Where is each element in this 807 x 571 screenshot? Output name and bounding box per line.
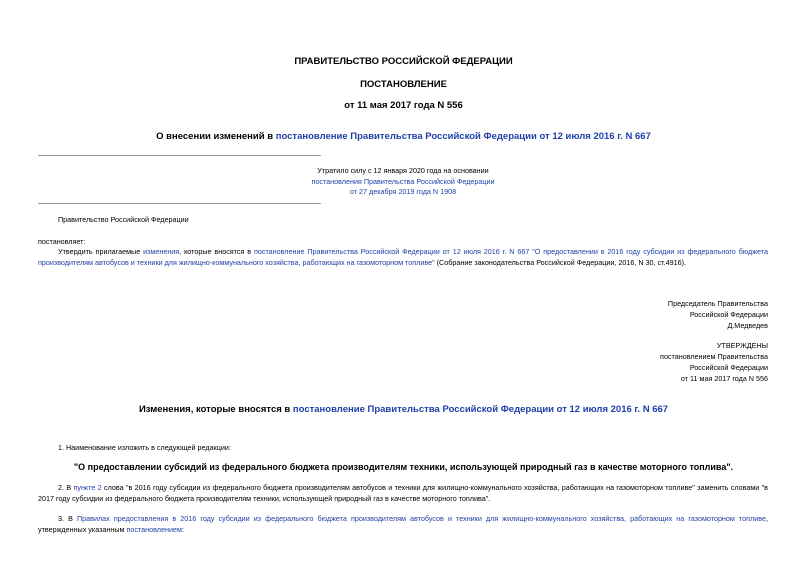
new-name-text: "О предоставлении субсидий из федерального бюджета производителям техники, использующей природный газ в качестве моторного топлива". — [73, 462, 734, 472]
approved-label: УТВЕРЖДЕНЫ — [716, 341, 768, 350]
item-3-text-c: : — [181, 524, 184, 534]
status-box-bottom-rule — [38, 203, 321, 204]
changes-title — [0, 404, 807, 415]
item-2 — [38, 483, 768, 504]
signature-name: Д.Медведев — [727, 321, 768, 330]
government-ru-text: Правительство Российской Федерации — [58, 215, 189, 224]
p1-text-c: (Собрание законодательства Российской Федерации, 2016, N 30, ст.4916). — [434, 257, 686, 267]
clause-2-link[interactable]: пункте 2 — [73, 483, 102, 492]
document-title — [0, 131, 807, 142]
item-3-text-a: 3. В — [58, 514, 77, 523]
signature-block — [668, 298, 768, 331]
status-box — [38, 166, 768, 198]
title-amended-act-link[interactable]: постановление Правительства Российской Федерации от 12 июля 2016 г. N 667 — [275, 131, 651, 142]
status-repeal-act-link[interactable]: постановления Правительства Российской Федерации — [311, 176, 495, 186]
signature-country: Российской Федерации — [689, 310, 768, 319]
government-heading: ПРАВИТЕЛЬСТВО РОССИЙСКОЙ ФЕДЕРАЦИИ — [294, 56, 513, 67]
changes-title-act-link[interactable]: постановление Правительства Российской Федерации от 12 июля 2016 г. N 667 — [292, 404, 669, 415]
signature-position: Председатель Правительства — [667, 299, 768, 308]
approved-by: постановлением Правительства — [660, 352, 768, 361]
changes-title-prefix: Изменения, которые вносятся в — [138, 404, 293, 415]
doc-date-number: от 11 мая 2017 года N 556 — [344, 100, 463, 111]
paragraph-approve — [38, 247, 768, 268]
item-2-text-a: 2. В — [58, 483, 74, 492]
item-3 — [38, 514, 768, 535]
item-1: 1. Наименование изложить в следующей редакции: — [58, 443, 231, 452]
approved-date: от 11 мая 2017 года N 556 — [680, 374, 768, 383]
changes-link[interactable]: изменения — [143, 247, 180, 256]
status-line: Утратило силу с 12 января 2020 года на основании — [317, 166, 489, 175]
title-prefix: О внесении изменений в — [156, 131, 276, 142]
resolves-text: постановляет: — [38, 237, 86, 246]
p1-text-b: , которые вносятся в — [179, 247, 254, 256]
doc-type-heading: ПОСТАНОВЛЕНИЕ — [360, 79, 447, 90]
resolution-link[interactable]: постановлением — [126, 524, 182, 534]
amended-act-link[interactable]: постановление Правительства Российской Федерации от 12 июля 2016 г. N 667 "О предоставлении в 2016 году субсидии из федерального бюджета производителям автобусов и техники для жилищно-коммунального хозяйства, работающих на газомоторном топливе" — [38, 247, 768, 267]
status-repeal-date-link[interactable]: от 27 декабря 2019 года N 1908 — [349, 187, 457, 196]
approved-country: Российской Федерации — [689, 363, 768, 372]
item-3-text-b: , утвержденных указанным — [38, 514, 768, 534]
status-box-top-rule — [38, 155, 321, 156]
item-2-text-b: слова "в 2016 году субсидии из федерального бюджета производителям автобусов и техники для жилищно-коммунального хозяйства, работающих на газомоторном топливе" заменить словами "в 2017 году субсидии из федерального бюджета производителям техники, использующей природный газ в качестве моторного топлива". — [38, 483, 768, 503]
rules-link[interactable]: Правилах предоставления в 2016 году субсидии из федерального бюджета производителям автобусов и техники для жилищно-коммунального хозяйства, работающих на газомоторном топливе — [76, 514, 766, 523]
p1-text-a: Утвердить прилагаемые — [58, 247, 144, 256]
approved-block — [660, 340, 768, 384]
